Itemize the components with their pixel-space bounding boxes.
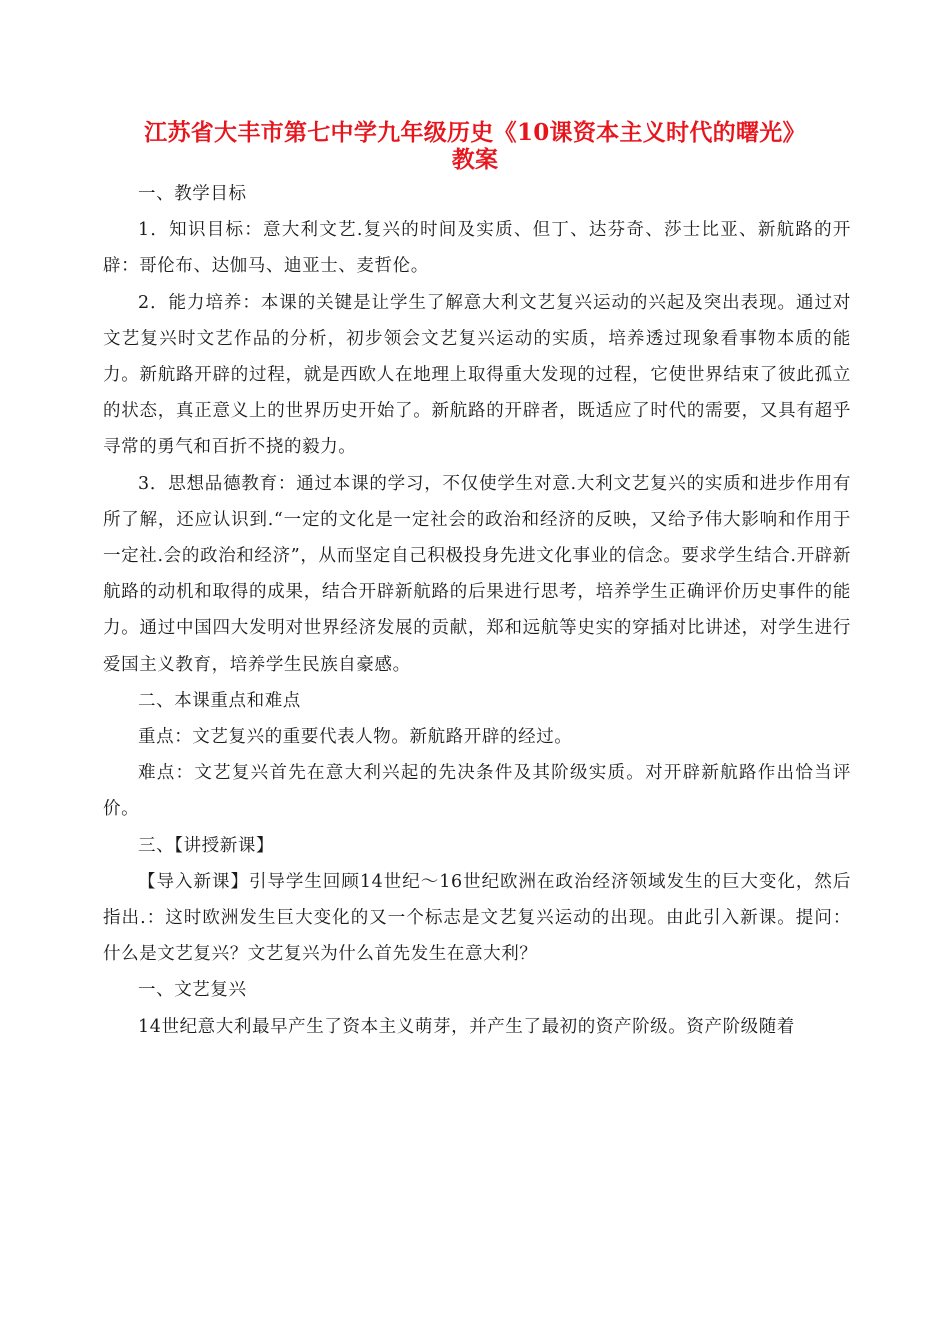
document-body	[103, 176, 851, 1045]
paragraph-ability-goal: 2．能力培养：本课的关键是让学生了解意大利文艺复兴运动的兴起及突出表现。通过对文艺复兴时文艺作品的分析，初步领会文艺复兴运动的实质，培养透过现象看事物本质的能力。新航路开辟的过程，就是西欧人在地理上取得重大发现的过程，它使世界结束了彼此孤立的状态，真正意义上的世界历史开始了。新航路的开辟者，既适应了时代的需要，又具有超乎寻常的勇气和百折不挠的毅力。	[103, 292, 851, 458]
section-heading-new-lesson: 三、【讲授新课】	[138, 835, 275, 856]
document-title-continued: 教案	[451, 146, 499, 173]
section-heading-teaching-goals: 一、教学目标	[138, 184, 247, 204]
paragraph-key-point: 重点：文艺复兴的重要代表人物。新航路开辟的经过。	[138, 727, 573, 748]
section-heading-key-points: 二、本课重点和难点	[138, 690, 301, 711]
paragraph-knowledge-goal: 1．知识目标：意大利文艺.复兴的时间及实质、但丁、达芬奇、莎士比亚、新航路的开辟：哥伦布、达伽马、迪亚士、麦哲伦。	[103, 220, 851, 277]
paragraph-renaissance-start: 14世纪意大利最早产生了资本主义萌芽，并产生了最初的资产阶级。资产阶级随着	[138, 1016, 795, 1037]
paragraph-moral-education: 3．思想品德教育：通过本课的学习，不仅使学生对意.大利文艺复兴的实质和进步作用有所了解，还应认识到.“一定的文化是一定社会的政治和经济的反映，又给予伟大影响和作用于一定社.会的政治和经济”，从而坚定自己积极投身先进文化事业的信念。要求学生结合.开辟新航路的动机和取得的成果，结合开辟新航路的后果进行思考，培养学生正确评价历史事件的能力。通过中国四大发明对世界经济发展的贡献，郑和远航等史实的穿插对比讲述，对学生进行爱国主义教育，培养学生民族自豪感。	[103, 473, 851, 675]
section-heading-renaissance: 一、文艺复兴	[138, 980, 247, 1001]
paragraph-lesson-intro: 【导入新课】引导学生回顾14世纪～16世纪欧洲在政治经济领域发生的巨大变化，然后指出.：这时欧洲发生巨大变化的又一个标志是文艺复兴运动的出现。由此引入新课。提问：什么是文艺复兴？文艺复兴为什么首先发生在意大利？	[103, 871, 851, 965]
document-title: 江苏省大丰市第七中学九年级历史《10课资本主义时代的曙光》	[144, 119, 806, 146]
paragraph-difficult-point: 难点：文艺复兴首先在意大利兴起的先决条件及其阶级实质。对开辟新航路作出恰当评价。	[103, 763, 851, 820]
